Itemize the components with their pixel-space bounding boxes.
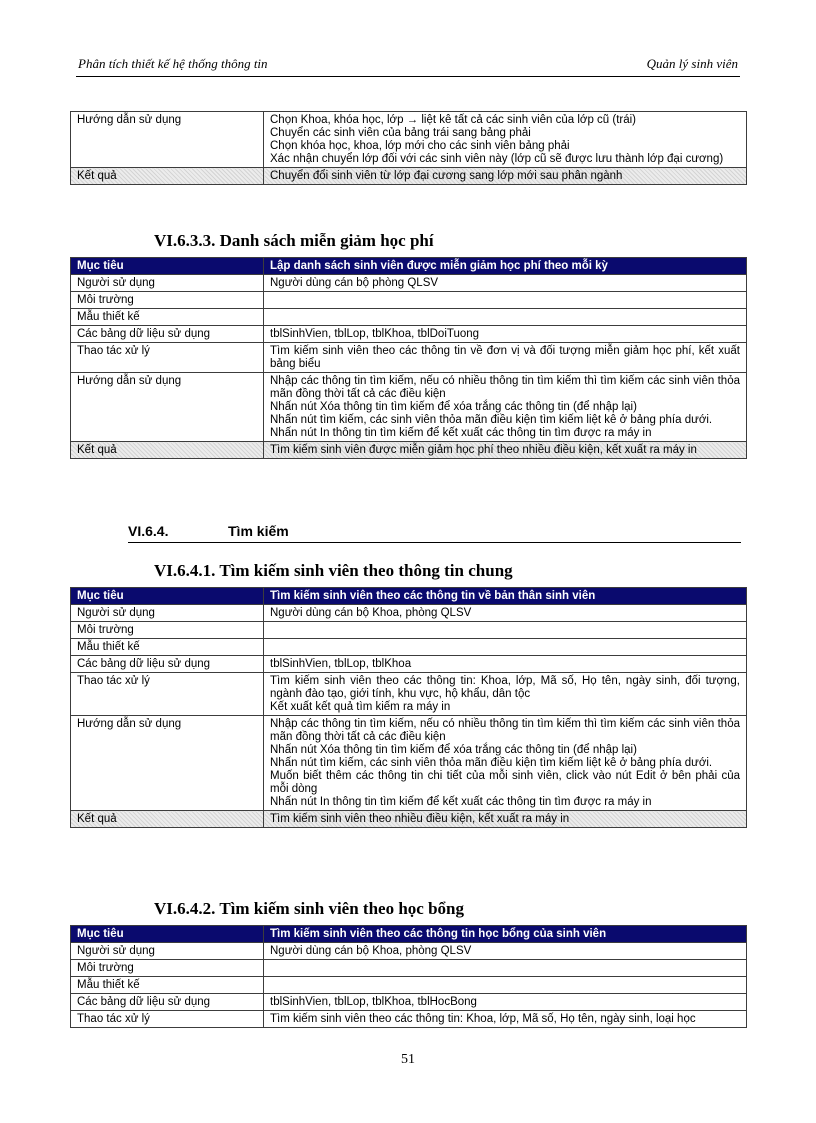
guide-line: Nhấn nút In thông tin tìm kiếm để kết xuất các thông tin tìm được ra máy in	[270, 796, 652, 808]
table-row	[71, 1011, 747, 1028]
row-value: Người dùng cán bộ Khoa, phòng QLSV	[264, 943, 747, 960]
header-left: Phân tích thiết kế hệ thống thông tin	[78, 56, 268, 71]
row-label: Mẫu thiết kế	[71, 977, 264, 994]
table-row	[71, 960, 747, 977]
row-label: Người sử dụng	[71, 605, 264, 622]
table-row	[71, 716, 747, 811]
row-value	[264, 292, 747, 309]
row-value	[264, 622, 747, 639]
row-value: tblSinhVien, tblLop, tblKhoa, tblHocBong	[264, 994, 747, 1011]
row-value: Tìm kiếm sinh viên theo nhiều điều kiện, kết xuất ra máy in	[264, 811, 747, 828]
spec-table-6-4-2	[70, 925, 747, 1028]
row-value: Tìm kiếm sinh viên theo các thông tin về đơn vị và đối tượng miễn giảm học phí, kết xuất bảng biểu	[264, 343, 747, 373]
table-header-row	[71, 926, 747, 943]
guide-line: Chọn khóa học, khoa, lớp mới cho các sinh viên bảng phải	[270, 140, 570, 152]
row-value	[264, 960, 747, 977]
guide-line: Nhấn nút tìm kiếm, các sinh viên thỏa mãn điều kiện tìm kiếm liệt kê ở bảng phía dưới.	[270, 414, 713, 426]
guide-line: Muốn biết thêm các thông tin chi tiết của mỗi sinh viên, click vào nút Edit ở bên phải của mỗi dòng	[270, 770, 740, 795]
section-heading-6-4-1: VI.6.4.1. Tìm kiếm sinh viên theo thông tin chung	[154, 561, 513, 580]
table-row	[71, 622, 747, 639]
table-row	[71, 275, 747, 292]
section-heading-6-4	[128, 522, 741, 543]
row-label: Kết quả	[71, 811, 264, 828]
table-row	[71, 656, 747, 673]
table-row	[71, 943, 747, 960]
row-label: Người sử dụng	[71, 943, 264, 960]
table-row	[71, 292, 747, 309]
row-label: Hướng dẫn sử dụng	[71, 373, 264, 442]
row-value: Tìm kiếm sinh viên theo các thông tin: Khoa, lớp, Mã số, Họ tên, ngày sinh, loại học	[264, 1011, 747, 1028]
row-value	[264, 373, 747, 442]
section-heading-6-3-3: VI.6.3.3. Danh sách miễn giảm học phí	[154, 231, 434, 250]
table-row	[71, 673, 747, 716]
result-row	[71, 811, 747, 828]
row-value: Tìm kiếm sinh viên theo các thông tin học bổng của sinh viên	[264, 926, 747, 943]
row-value	[264, 716, 747, 811]
section-title: Tìm kiếm	[228, 523, 289, 539]
row-value	[264, 977, 747, 994]
row-label: Môi trường	[71, 622, 264, 639]
header-right: Quản lý sinh viên	[646, 56, 738, 71]
table-row	[71, 112, 747, 168]
row-label: Các bảng dữ liệu sử dụng	[71, 326, 264, 343]
row-value	[264, 112, 747, 168]
row-value: Người dùng cán bộ phòng QLSV	[264, 275, 747, 292]
row-value	[264, 639, 747, 656]
guide-line: Nhấn nút In thông tin tìm kiếm để kết xuất các thông tin tìm được ra máy in	[270, 427, 652, 439]
row-label: Hướng dẫn sử dụng	[71, 716, 264, 811]
spec-table-continued	[70, 111, 747, 185]
row-label: Các bảng dữ liệu sử dụng	[71, 994, 264, 1011]
row-label: Mục tiêu	[71, 926, 264, 943]
row-label: Mục tiêu	[71, 588, 264, 605]
table-header-row	[71, 588, 747, 605]
row-label: Kết quả	[71, 168, 264, 185]
guide-line: Chọn Khoa, khóa học, lớp → liệt kê tất cả các sinh viên của lớp cũ (trái)	[270, 114, 637, 126]
page-number: 51	[401, 1052, 415, 1067]
guide-line: Xác nhận chuyển lớp đối với các sinh viên này (lớp cũ sẽ được lưu thành lớp đại cương)	[270, 153, 724, 165]
guide-line: Nhập các thông tin tìm kiếm, nếu có nhiều thông tin tìm kiếm thì tìm kiếm các sinh viên thỏa mãn đồng thời tất cả các điều kiện	[270, 375, 740, 400]
table-header-row	[71, 258, 747, 275]
row-value	[264, 673, 747, 716]
guide-line: Nhấn nút Xóa thông tin tìm kiếm để xóa trắng các thông tin (để nhập lại)	[270, 401, 637, 413]
row-label: Thao tác xử lý	[71, 1011, 264, 1028]
row-label: Các bảng dữ liệu sử dụng	[71, 656, 264, 673]
row-label: Mục tiêu	[71, 258, 264, 275]
table-row	[71, 977, 747, 994]
row-value: tblSinhVien, tblLop, tblKhoa, tblDoiTuong	[264, 326, 747, 343]
table-row	[71, 326, 747, 343]
row-value: Lập danh sách sinh viên được miễn giảm học phí theo mỗi kỳ	[264, 258, 747, 275]
ops-line: Kết xuất kết quả tìm kiếm ra máy in	[270, 701, 451, 713]
table-row	[71, 605, 747, 622]
row-value: Tìm kiếm sinh viên được miễn giảm học phí theo nhiều điều kiện, kết xuất ra máy in	[264, 442, 747, 459]
table-row	[71, 343, 747, 373]
row-label: Thao tác xử lý	[71, 673, 264, 716]
row-value: Tìm kiếm sinh viên theo các thông tin về bản thân sinh viên	[264, 588, 747, 605]
table-row	[71, 639, 747, 656]
row-label: Môi trường	[71, 292, 264, 309]
row-label: Hướng dẫn sử dụng	[71, 112, 264, 168]
section-number: VI.6.4.	[128, 523, 169, 539]
row-value: tblSinhVien, tblLop, tblKhoa	[264, 656, 747, 673]
row-label: Mẫu thiết kế	[71, 309, 264, 326]
guide-line: Nhập các thông tin tìm kiếm, nếu có nhiều thông tin tìm kiếm thì tìm kiếm các sinh viên thỏa mãn đồng thời tất cả các điều kiện	[270, 718, 740, 743]
row-value	[264, 309, 747, 326]
row-value: Chuyển đổi sinh viên từ lớp đại cương sang lớp mới sau phân ngành	[264, 168, 747, 185]
row-label: Kết quả	[71, 442, 264, 459]
spec-table-6-3-3	[70, 257, 747, 459]
table-row	[71, 373, 747, 442]
ops-line: Tìm kiếm sinh viên theo các thông tin: Khoa, lớp, Mã số, Họ tên, ngày sinh, đối tượng, ngành đào tạo, giới tính, khu vực, hộ khẩu, dân tộc	[270, 675, 740, 700]
row-label: Người sử dụng	[71, 275, 264, 292]
running-header	[76, 54, 740, 77]
spec-table-6-4-1	[70, 587, 747, 828]
row-label: Thao tác xử lý	[71, 343, 264, 373]
row-label: Môi trường	[71, 960, 264, 977]
guide-line: Nhấn nút Xóa thông tin tìm kiếm để xóa trắng các thông tin (để nhập lại)	[270, 744, 637, 756]
row-value: Người dùng cán bộ Khoa, phòng QLSV	[264, 605, 747, 622]
table-row	[71, 309, 747, 326]
result-row	[71, 442, 747, 459]
row-label: Mẫu thiết kế	[71, 639, 264, 656]
guide-line: Nhấn nút tìm kiếm, các sinh viên thỏa mãn điều kiện tìm kiếm liệt kê ở bảng phía dưới.	[270, 757, 713, 769]
section-heading-6-4-2: VI.6.4.2. Tìm kiếm sinh viên theo học bổng	[154, 899, 464, 918]
result-row	[71, 168, 747, 185]
guide-line: Chuyển các sinh viên của bảng trái sang bảng phải	[270, 127, 531, 139]
table-row	[71, 994, 747, 1011]
